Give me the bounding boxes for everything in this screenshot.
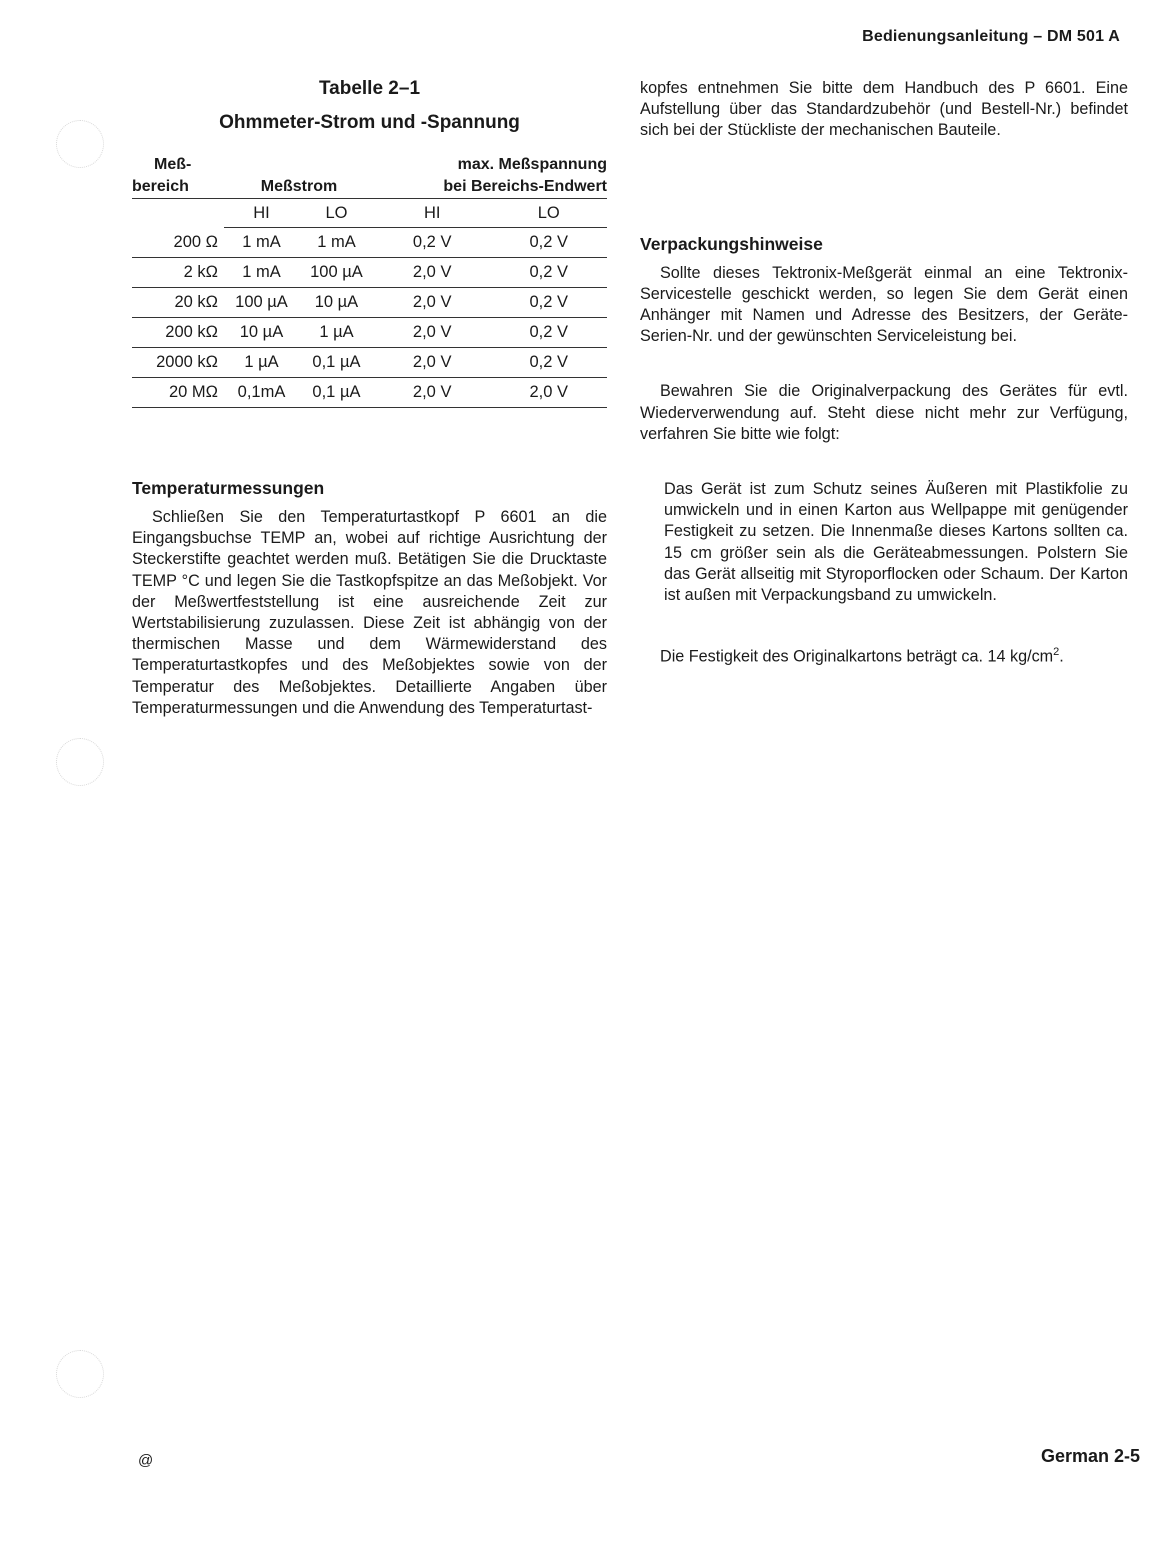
right-column [640, 78, 1128, 668]
cell-current-hi: 100 µA [224, 288, 299, 318]
cell-range: 2 kΩ [132, 258, 224, 288]
cell-voltage-hi: 2,0 V [374, 318, 491, 348]
packing-paragraph-3: Das Gerät ist zum Schutz seines Äußeren mit Plastikfolie zu umwickeln und in einen Karton aus Wellpappe mit genügender Festigkeit zu setzen. Die Innenmaße dieses Kartons sollten ca. 15 cm größer sein als die Geräteabmessungen. Polstern Sie das Gerät allseitig mit Styroporflocken oder Schaum. Der Karton ist außen mit Verpackungsband zu umwickeln. [664, 480, 1128, 605]
subheader-hi: HI [374, 199, 491, 228]
left-column [132, 78, 607, 719]
cell-current-hi: 1 mA [224, 258, 299, 288]
cell-range: 20 MΩ [132, 378, 224, 408]
punch-hole-mark [56, 1350, 104, 1398]
cell-voltage-hi: 2,0 V [374, 378, 491, 408]
cell-current-lo: 1 µA [299, 318, 374, 348]
packing-strength-text: Die Festigkeit des Originalkartons beträgt ca. 14 kg/cm [660, 647, 1054, 666]
punch-hole-mark [56, 738, 104, 786]
temperature-heading: Temperaturmessungen [132, 478, 325, 498]
page-number: German 2-5 [1040, 1446, 1140, 1466]
packing-section [640, 234, 1128, 668]
table-row [132, 318, 607, 348]
header-range-line2: bereich [132, 178, 189, 195]
cell-voltage-lo: 0,2 V [490, 228, 607, 258]
cell-voltage-lo: 0,2 V [490, 288, 607, 318]
cell-current-lo: 0,1 µA [299, 348, 374, 378]
header-range-line1: Meß- [154, 156, 192, 173]
footer-copyright-mark: @ [138, 1452, 154, 1469]
header-voltage-line1: max. Meßspannung [457, 156, 607, 173]
packing-strength-end: . [1059, 647, 1064, 666]
ohmmeter-table [132, 154, 607, 408]
table-row [132, 378, 607, 408]
packing-instructions-block [640, 479, 1128, 606]
packing-paragraph-2: Bewahren Sie die Originalverpackung des Gerätes für evtl. Wiederverwendung auf. Steht diese nicht mehr zur Verfügung, verfahren Sie bitte wie folgt: [640, 382, 1128, 443]
table-row [132, 288, 607, 318]
table-subtitle: Ohmmeter-Strom und -Spannung [219, 112, 520, 133]
cell-current-hi: 10 µA [224, 318, 299, 348]
header-range [132, 154, 224, 199]
cell-current-lo: 10 µA [299, 288, 374, 318]
header-voltage [374, 154, 607, 199]
table-row [132, 258, 607, 288]
cell-current-hi: 1 µA [224, 348, 299, 378]
table-row [132, 228, 607, 258]
cell-current-hi: 1 mA [224, 228, 299, 258]
cell-voltage-hi: 2,0 V [374, 288, 491, 318]
running-header: Bedienungsanleitung – DM 501 A [862, 28, 1120, 45]
table-row [132, 348, 607, 378]
packing-paragraph-4 [640, 642, 1128, 668]
cell-voltage-lo: 0,2 V [490, 258, 607, 288]
subheader-hi: HI [224, 199, 299, 228]
table-header-row [132, 154, 607, 199]
cell-voltage-hi: 2,0 V [374, 258, 491, 288]
temperature-section [132, 478, 607, 719]
cell-current-lo: 0,1 µA [299, 378, 374, 408]
continuation-paragraph: kopfes entnehmen Sie bitte dem Handbuch des P 6601. Eine Aufstellung über das Standardzubehör (und Bestell-Nr.) befindet sich bei der Stückliste der mechanischen Bauteile. [640, 79, 1128, 140]
cell-current-lo: 100 µA [299, 258, 374, 288]
cell-range: 200 Ω [132, 228, 224, 258]
table-title: Tabelle 2–1 [318, 78, 421, 99]
cell-voltage-lo: 0,2 V [490, 348, 607, 378]
subheader-empty [132, 199, 224, 228]
table-subheader-row [132, 199, 607, 228]
cell-range: 20 kΩ [132, 288, 224, 318]
packing-strength-superscript: 2 [1053, 646, 1060, 659]
cell-voltage-lo: 0,2 V [490, 318, 607, 348]
subheader-lo: LO [490, 199, 607, 228]
temperature-paragraph: Schließen Sie den Temperaturtastkopf P 6601 an die Eingangsbuchse TEMP an, wobei auf richtige Ausrichtung der Steckerstifte geachtet werden muß. Betätigen Sie die Drucktaste TEMP °C und legen Sie die Tastkopfspitze an das Meßobjekt. Vor der Meßwertfeststellung ist eine ausreichende Zeit zur Wertstabilisierung zuzulassen. Diese Zeit ist abhängig von der thermischen Masse und dem Wärmewiderstand des Temperaturtastkopfes und des Meßobjektes sowie von der Temperatur des Meßobjektes. Detaillierte Angaben über Temperaturmessungen und die Anwendung des Temperaturtast- [132, 508, 607, 717]
cell-current-lo: 1 mA [299, 228, 374, 258]
subheader-lo: LO [299, 199, 374, 228]
cell-voltage-hi: 0,2 V [374, 228, 491, 258]
cell-range: 2000 kΩ [132, 348, 224, 378]
punch-hole-mark [56, 120, 104, 168]
header-current: Meßstrom [260, 178, 338, 195]
cell-current-hi: 0,1mA [224, 378, 299, 408]
header-voltage-line2: bei Bereichs-Endwert [443, 178, 607, 195]
packing-heading: Verpackungshinweise [640, 233, 823, 254]
packing-paragraph-1: Sollte dieses Tektronix-Meßgerät einmal an eine Tektronix-Servicestelle geschickt werden, so legen Sie dem Gerät einen Anhänger mit Namen und Adresse des Besitzers, der Geräte-Serien-Nr. und der gewünschten Serviceleistung bei. [640, 263, 1128, 346]
cell-voltage-lo: 2,0 V [490, 378, 607, 408]
cell-voltage-hi: 2,0 V [374, 348, 491, 378]
cell-range: 200 kΩ [132, 318, 224, 348]
